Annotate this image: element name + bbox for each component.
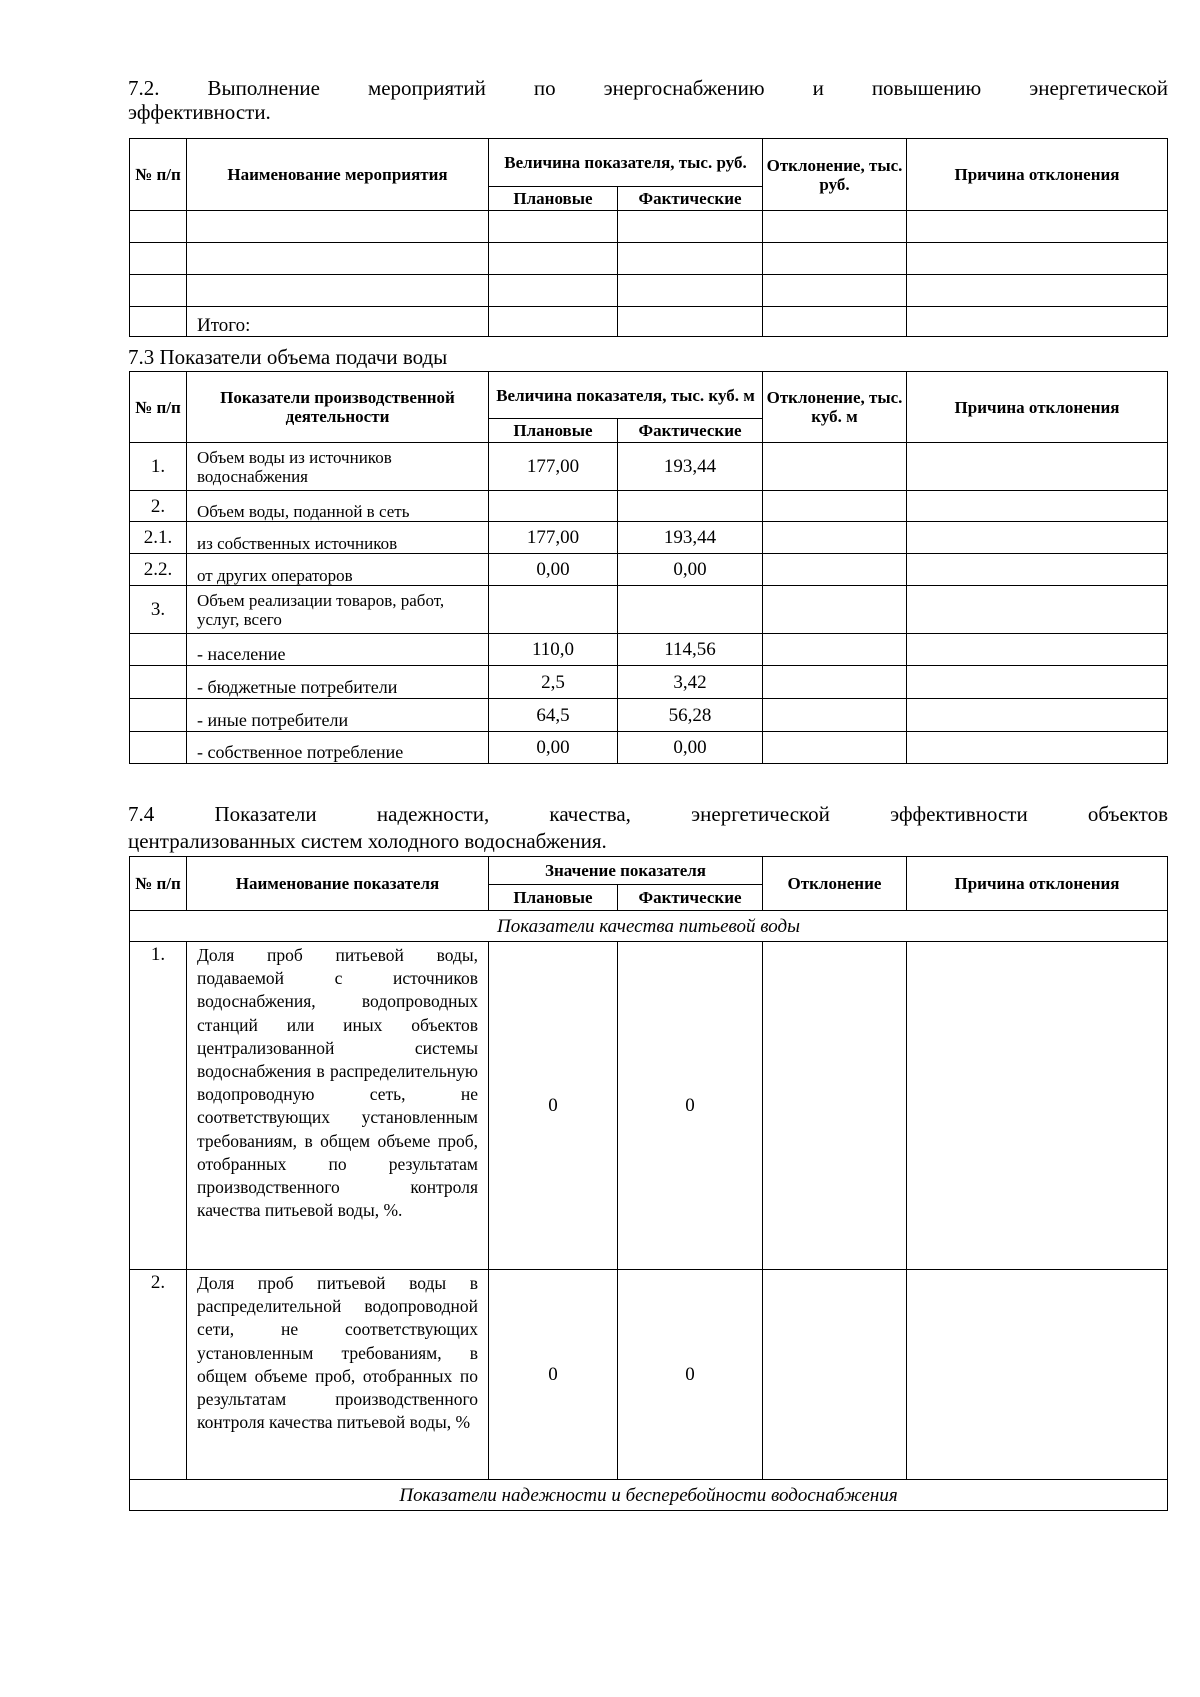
table-energy-measures [129,138,1168,337]
row-num: 2. [130,1270,187,1480]
row-num: 1. [130,443,187,491]
table-row [130,522,1168,554]
row-num: 2.2. [130,554,187,586]
table-row [130,732,1168,764]
row-name: Доля проб питьевой воды, подаваемой с источников водоснабжения, водопроводных станций или иных объектов централизованной системы водоснабжения в распределительную водопроводную сеть, не соответствующих установленным требованиям, в общем объеме проб, отобранных по результатам производственного контроля качества питьевой воды, %. [187,942,489,1270]
col-header-num: № п/п [130,139,187,211]
row-name: из собственных источников [187,522,489,554]
col-header-name: Наименование показателя [187,857,489,911]
col-header-value-group: Значение показателя [489,857,763,885]
col-header-planned: Плановые [489,885,618,911]
table-quality-indicators [129,856,1168,1511]
col-header-value-group: Величина показателя, тыс. куб. м [489,372,763,419]
row-actual: 0 [618,942,763,1270]
group-title-reliability: Показатели надежности и бесперебойности водоснабжения [130,1480,1168,1511]
row-actual [618,586,763,634]
section-72-heading-line1: 7.2. Выполнение мероприятий по энергоснабжению и повышению энергетической [128,76,1168,100]
section-73-heading: 7.3 Показатели объема подачи воды [128,345,448,369]
col-header-num: № п/п [130,372,187,443]
row-num: 2.1. [130,522,187,554]
col-header-deviation: Отклонение, тыс. куб. м [763,372,907,443]
row-planned: 64,5 [489,699,618,732]
row-actual: 193,44 [618,522,763,554]
row-planned [489,586,618,634]
table-row [130,491,1168,522]
col-header-num: № п/п [130,857,187,911]
table-row [130,275,1168,307]
table-row [130,666,1168,699]
col-header-deviation: Отклонение [763,857,907,911]
row-name: - собственное потребление [187,732,489,764]
row-num: 2. [130,491,187,522]
col-header-actual: Фактические [618,885,763,911]
row-actual: 193,44 [618,443,763,491]
row-name: - население [187,634,489,666]
table-row [130,634,1168,666]
group-row-quality [130,911,1168,942]
section-72-heading-line2: эффективности. [128,100,271,124]
table-water-supply [129,371,1168,764]
row-planned: 2,5 [489,666,618,699]
col-header-planned: Плановые [489,187,618,211]
row-actual: 3,42 [618,666,763,699]
col-header-actual: Фактические [618,187,763,211]
col-header-value-group: Величина показателя, тыс. руб. [489,139,763,187]
col-header-name: Наименование мероприятия [187,139,489,211]
row-num [130,634,187,666]
row-actual: 0 [618,1270,763,1480]
row-actual: 56,28 [618,699,763,732]
row-planned: 0 [489,942,618,1270]
table-row [130,699,1168,732]
row-planned: 110,0 [489,634,618,666]
row-planned: 0 [489,1270,618,1480]
row-planned: 0,00 [489,554,618,586]
row-actual: 114,56 [618,634,763,666]
table-row [130,586,1168,634]
row-actual: 0,00 [618,554,763,586]
section-74-heading-line1: 7.4 Показатели надежности, качества, энергетической эффективности объектов [128,802,1168,826]
col-header-planned: Плановые [489,419,618,443]
table-row [130,243,1168,275]
row-name: Объем воды, поданной в сеть [187,491,489,522]
row-num [130,732,187,764]
col-header-reason: Причина отклонения [907,372,1168,443]
row-num: 3. [130,586,187,634]
row-name: Объем воды из источников водоснабжения [187,443,489,491]
row-actual: 0,00 [618,732,763,764]
row-planned: 0,00 [489,732,618,764]
row-planned: 177,00 [489,522,618,554]
row-name: Доля проб питьевой воды в распределительной водопроводной сети, не соответствующих установленным требованиям, в общем объеме проб, отобранных по результатам производственного контроля качества питьевой воды, % [187,1270,489,1480]
row-name: Объем реализации товаров, работ, услуг, всего [187,586,489,634]
row-name: от других операторов [187,554,489,586]
table-row [130,554,1168,586]
table-row [130,1270,1168,1480]
table-row-total [130,307,1168,337]
col-header-reason: Причина отклонения [907,139,1168,211]
table-row [130,443,1168,491]
col-header-deviation: Отклонение, тыс. руб. [763,139,907,211]
row-actual [618,491,763,522]
table-row [130,211,1168,243]
total-label: Итого: [187,307,489,337]
group-row-reliability [130,1480,1168,1511]
row-planned: 177,00 [489,443,618,491]
section-74-heading-line2: централизованных систем холодного водоснабжения. [128,829,607,853]
row-num: 1. [130,942,187,1270]
group-title-quality: Показатели качества питьевой воды [130,911,1168,942]
row-num [130,699,187,732]
row-num [130,666,187,699]
col-header-name: Показатели производственной деятельности [187,372,489,443]
col-header-reason: Причина отклонения [907,857,1168,911]
row-name: - иные потребители [187,699,489,732]
row-name: - бюджетные потребители [187,666,489,699]
row-planned [489,491,618,522]
col-header-actual: Фактические [618,419,763,443]
table-row [130,942,1168,1270]
